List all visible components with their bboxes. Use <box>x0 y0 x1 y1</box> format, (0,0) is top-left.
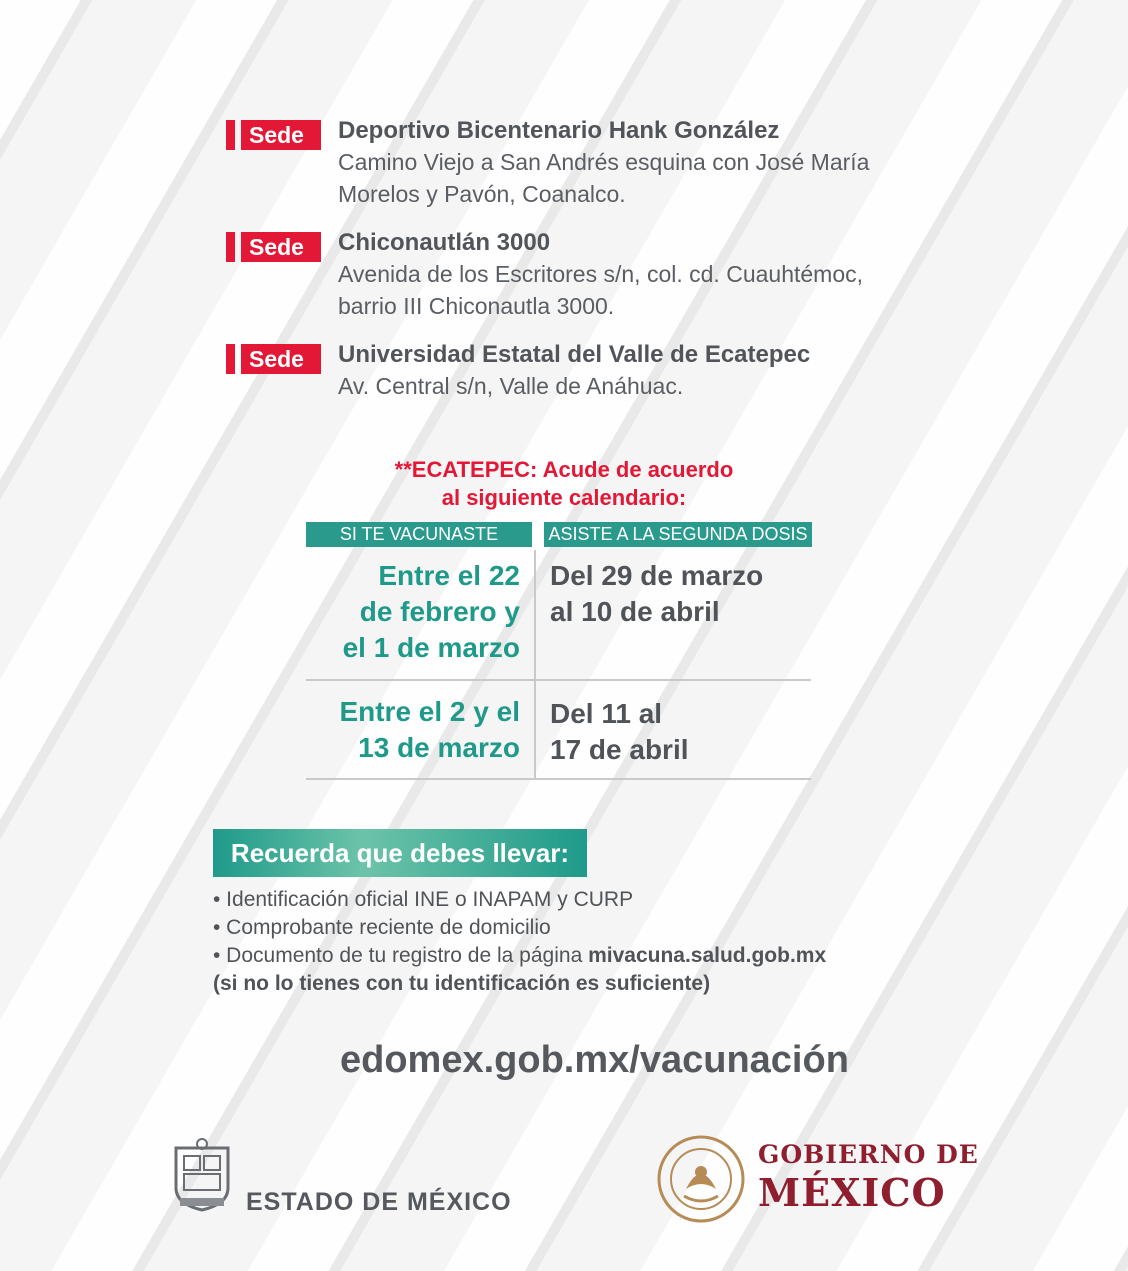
calendar-cell-line: Entre el 22 <box>378 560 520 591</box>
sede-bar <box>226 120 235 150</box>
national-seal-icon <box>656 1134 746 1229</box>
calendar-divider-horizontal <box>306 778 811 780</box>
sede-item-3 <box>226 340 926 402</box>
calendar-title <box>300 456 828 512</box>
estado-de-mexico-label: ESTADO DE MÉXICO <box>246 1188 512 1216</box>
sede-item-1 <box>226 116 926 210</box>
calendar-cell-line: Del 11 al <box>550 698 663 729</box>
calendar-cell-line: 13 de marzo <box>358 732 520 763</box>
calendar-title-line: al siguiente calendario: <box>441 485 687 510</box>
estado-de-mexico-coat-of-arms-icon <box>166 1138 238 1219</box>
calendar-cell-line: de febrero y <box>359 596 520 627</box>
requirement-note: (si no lo tienes con tu identificación es suficiente) <box>213 972 711 995</box>
calendar-header-vaccinated: SI TE VACUNASTE <box>306 522 532 547</box>
website-link[interactable]: edomex.gob.mx/vacunación <box>340 1039 849 1081</box>
calendar-cell-line: al 10 de abril <box>550 596 720 627</box>
gobierno-label-line1: GOBIERNO DE <box>758 1140 979 1169</box>
requirement-item: • Identificación oficial INE o INAPAM y CURP <box>213 888 634 911</box>
calendar-row-1-vaccinated <box>306 558 520 666</box>
calendar-divider-horizontal <box>306 679 811 681</box>
sede-name: Universidad Estatal del Valle de Ecatepec <box>338 341 811 368</box>
requirements-heading: Recuerda que debes llevar: <box>213 829 587 877</box>
sede-bar <box>226 344 235 374</box>
requirement-text: • Documento de tu registro de la página <box>213 944 589 967</box>
sede-label: Sede <box>241 232 321 262</box>
calendar-row-2-vaccinated <box>306 694 520 766</box>
calendar-cell-line: Del 29 de marzo <box>550 560 764 591</box>
sede-item-2 <box>226 228 926 322</box>
calendar-cell-line: el 1 de marzo <box>342 632 520 663</box>
calendar-divider-vertical <box>534 550 536 778</box>
calendar-cell-line: 17 de abril <box>550 734 689 765</box>
calendar-header-second-dose: ASISTE A LA SEGUNDA DOSIS <box>544 522 812 547</box>
sede-tag <box>226 344 321 374</box>
registration-link[interactable]: mivacuna.salud.gob.mx <box>588 944 827 967</box>
sede-label: Sede <box>241 344 321 374</box>
sede-tag <box>226 232 321 262</box>
requirements-list <box>213 886 973 998</box>
sede-tag <box>226 120 321 150</box>
sede-address-line: Av. Central s/n, Valle de Anáhuac. <box>338 373 684 399</box>
requirement-item <box>213 942 973 970</box>
sede-address-line: Avenida de los Escritores s/n, col. cd. Cuauhtémoc, <box>338 261 864 287</box>
gobierno-label-line2: MÉXICO <box>758 1170 946 1215</box>
sede-label: Sede <box>241 120 321 150</box>
requirement-item: • Comprobante reciente de domicilio <box>213 916 551 939</box>
sede-address-line: Camino Viejo a San Andrés esquina con José María <box>338 149 870 175</box>
sede-name: Deportivo Bicentenario Hank González <box>338 117 780 144</box>
calendar-cell-line: Entre el 2 y el <box>339 696 520 727</box>
sede-bar <box>226 232 235 262</box>
calendar-row-2-second-dose <box>550 696 820 768</box>
calendar-row-1-second-dose <box>550 558 820 630</box>
calendar-title-line: **ECATEPEC: Acude de acuerdo <box>394 457 734 482</box>
sede-name: Chiconautlán 3000 <box>338 229 551 256</box>
sede-address-line: barrio III Chiconautla 3000. <box>338 293 615 319</box>
sede-address-line: Morelos y Pavón, Coanalco. <box>338 181 626 207</box>
